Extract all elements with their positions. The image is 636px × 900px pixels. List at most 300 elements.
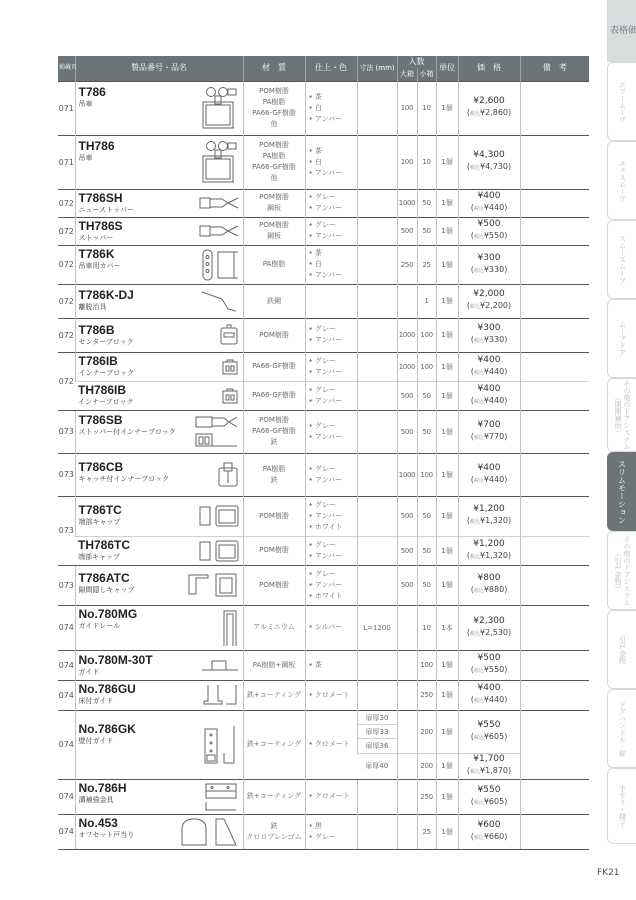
tax-label: 税込 bbox=[473, 834, 484, 841]
qty-small: 10 bbox=[417, 81, 436, 135]
unit-cell: 1個 bbox=[436, 536, 458, 565]
material-item: POM樹脂 bbox=[259, 221, 289, 229]
side-tab-label: スリムモーション bbox=[617, 459, 627, 524]
material-item: 他 bbox=[270, 174, 278, 182]
note-cell bbox=[520, 779, 589, 814]
color-item: • 茶 bbox=[309, 92, 357, 103]
price-tax: ¥4,730 bbox=[480, 162, 508, 171]
end-cap-icon bbox=[198, 539, 240, 563]
header-unit: 単位 bbox=[436, 56, 458, 81]
color-item: • アンバー bbox=[309, 511, 357, 522]
product-cell bbox=[75, 496, 243, 536]
material-cell bbox=[243, 453, 305, 496]
price-cell bbox=[458, 318, 520, 352]
header-material: 材 質 bbox=[243, 56, 305, 81]
tax-label: 税込 bbox=[473, 588, 484, 594]
product-name: 端部キャップ bbox=[78, 552, 120, 561]
tax-label: 税込 bbox=[473, 338, 484, 344]
qty-large: 500 bbox=[397, 565, 417, 605]
side-tab-label: その他のドアシステム（開閉補助） bbox=[614, 380, 631, 450]
side-tab[interactable] bbox=[607, 141, 636, 220]
color-item: • 黒 bbox=[309, 821, 357, 832]
note-cell bbox=[520, 284, 589, 318]
price-cell bbox=[458, 81, 520, 135]
material-item: POM樹脂 bbox=[259, 511, 289, 520]
material-item: クロロプレンゴム bbox=[246, 832, 302, 841]
note-cell bbox=[520, 496, 589, 536]
price-tax-included: (税込¥4,730) bbox=[466, 162, 512, 171]
unit-cell: 1個 bbox=[436, 453, 458, 496]
price-cell bbox=[458, 814, 520, 849]
product-cell bbox=[75, 245, 243, 284]
qty-small: 100 bbox=[417, 352, 436, 381]
material-cell bbox=[243, 245, 305, 284]
product-code: TH786IB bbox=[78, 383, 127, 397]
table-row bbox=[58, 680, 589, 710]
page-ref: 074 bbox=[58, 814, 75, 849]
side-tab[interactable] bbox=[607, 610, 636, 689]
material-cell bbox=[243, 680, 305, 710]
side-tab[interactable] bbox=[607, 62, 636, 141]
price-tax-included: (税込¥660) bbox=[470, 831, 508, 841]
product-name: 溝補強金具 bbox=[78, 795, 114, 804]
table-row bbox=[58, 352, 589, 381]
side-tab[interactable] bbox=[607, 531, 636, 610]
product-cell bbox=[75, 410, 243, 453]
unit-cell: 1個 bbox=[436, 814, 458, 849]
table-header bbox=[58, 56, 589, 68]
color-item: • グレー bbox=[309, 421, 357, 432]
price-tax: ¥440 bbox=[483, 203, 505, 212]
table-row bbox=[58, 710, 589, 753]
price-cell bbox=[458, 284, 520, 318]
product-name: インナーブロック bbox=[78, 369, 135, 377]
product-name: 吊車用カバー bbox=[78, 261, 121, 270]
unit-cell: 1個 bbox=[436, 710, 458, 753]
material-item: 鉄+コーティング bbox=[246, 740, 302, 748]
header-qty-small: 小箱 bbox=[417, 68, 436, 81]
price-tax-included: (税込¥330) bbox=[470, 264, 508, 274]
unit-cell: 1個 bbox=[436, 245, 458, 284]
section-index-tabs bbox=[607, 0, 636, 900]
dimension-cell bbox=[357, 536, 397, 565]
product-cell bbox=[75, 217, 243, 245]
header-product: 製品番号・品名 bbox=[75, 56, 243, 81]
dimension-cell bbox=[357, 565, 397, 605]
unit-cell: 1個 bbox=[436, 496, 458, 536]
note-cell bbox=[520, 605, 589, 650]
color-item: • クロメート bbox=[309, 739, 357, 750]
price: ¥300 bbox=[477, 323, 501, 333]
side-tab-label: ドアハンドル・錠 bbox=[618, 700, 627, 757]
product-code: T786CB bbox=[78, 459, 124, 474]
note-cell bbox=[520, 453, 589, 496]
table-row bbox=[58, 135, 589, 189]
page-ref: 074 bbox=[58, 680, 75, 710]
qty-small: 100 bbox=[417, 453, 436, 496]
qty-small: 100 bbox=[417, 650, 436, 680]
price-cell bbox=[458, 496, 520, 536]
price: ¥2,600 bbox=[473, 96, 505, 106]
qty-small: 50 bbox=[417, 381, 436, 410]
table-row bbox=[58, 779, 589, 814]
note-cell bbox=[520, 81, 589, 135]
price-tax-included: (税込¥1,320) bbox=[466, 550, 512, 560]
color-item: • グレー bbox=[309, 356, 357, 367]
product-code: No.786GK bbox=[78, 721, 136, 736]
qty-small: 50 bbox=[417, 189, 436, 217]
guide-rail-icon bbox=[220, 608, 240, 648]
price-tax-included: (税込¥330) bbox=[470, 335, 508, 344]
price-tax-included: (税込¥2,530) bbox=[466, 627, 512, 637]
door-thickness: 扉厚33 bbox=[358, 725, 397, 739]
color-item: • アンバー bbox=[309, 168, 357, 179]
tax-label: 税込 bbox=[473, 369, 484, 376]
page-ref: 072 bbox=[58, 352, 75, 410]
material-item: 鋼板 bbox=[267, 232, 281, 240]
side-tab-label: スムースムーブ bbox=[618, 235, 627, 284]
price-cell bbox=[458, 381, 520, 410]
price-tax: ¥770 bbox=[483, 431, 505, 441]
guide-icon bbox=[200, 654, 240, 677]
price-tax-included: (税込¥440) bbox=[470, 395, 508, 405]
page-ref: 071 bbox=[58, 135, 75, 189]
door-thickness: 扉厚36 bbox=[365, 741, 389, 750]
unit-cell: 1個 bbox=[436, 284, 458, 318]
product-name: オフセット戸当り bbox=[78, 830, 135, 839]
side-tab-label: エアームーブ bbox=[618, 80, 627, 123]
unit-cell: 1個 bbox=[436, 650, 458, 680]
floor-guide-icon bbox=[202, 683, 240, 707]
product-name: 床付ガイド bbox=[78, 697, 114, 705]
color-item: • 白 bbox=[309, 103, 357, 114]
color-item: • グレー bbox=[309, 192, 357, 203]
price: ¥550 bbox=[477, 719, 501, 730]
material-item: PA66-GF樹脂 bbox=[252, 163, 296, 171]
product-cell bbox=[75, 779, 243, 814]
product-cell bbox=[75, 135, 243, 189]
qty-large: 100 bbox=[397, 135, 417, 189]
price: ¥500 bbox=[477, 653, 501, 663]
price: ¥400 bbox=[477, 191, 501, 201]
product-cell bbox=[75, 352, 243, 381]
qty-large bbox=[397, 284, 417, 318]
header-finish: 仕上・色 bbox=[305, 56, 357, 81]
dimension-cell bbox=[357, 680, 397, 710]
product-cell bbox=[75, 318, 243, 352]
material-item: 鉄 bbox=[270, 438, 278, 446]
price-cell bbox=[458, 245, 520, 284]
tax-label: 税込 bbox=[473, 698, 484, 704]
note-cell bbox=[520, 318, 589, 352]
tax-label: 税込 bbox=[473, 267, 484, 274]
price: ¥400 bbox=[477, 354, 501, 365]
price-cell bbox=[458, 410, 520, 453]
tax-label: 税込 bbox=[469, 553, 480, 560]
page-ref: 072 bbox=[58, 284, 75, 318]
color-item: • 茶 bbox=[309, 660, 357, 671]
finish-color-cell bbox=[305, 565, 357, 605]
side-tab[interactable] bbox=[607, 220, 636, 299]
color-item: • 白 bbox=[309, 157, 357, 168]
product-name: 隙間隠しキャップ bbox=[78, 586, 135, 594]
material-item: PA樹脂 bbox=[262, 98, 286, 106]
tax-label: 税込 bbox=[473, 398, 484, 405]
tax-label: 税込 bbox=[473, 477, 484, 484]
color-item: • アンバー bbox=[309, 432, 357, 443]
finish-color-cell bbox=[305, 135, 357, 189]
color-item: • グレー bbox=[309, 324, 357, 335]
qty-large bbox=[397, 814, 417, 849]
unit-cell: 1個 bbox=[436, 135, 458, 189]
inner-block-icon bbox=[220, 384, 240, 407]
side-tab-label: 手すり・椅子 bbox=[618, 785, 627, 827]
product-code: T786SB bbox=[78, 412, 123, 427]
price-tax-included: (税込¥2,860) bbox=[466, 108, 512, 117]
qty-small: 100 bbox=[417, 318, 436, 352]
finish-color-cell bbox=[305, 217, 357, 245]
dimension-cell bbox=[357, 710, 397, 753]
dimension-cell bbox=[357, 496, 397, 536]
table-row bbox=[58, 650, 589, 680]
material-item: POM樹脂 bbox=[259, 580, 289, 589]
product-code: TH786TC bbox=[78, 537, 131, 552]
unit-cell: 1個 bbox=[436, 680, 458, 710]
price-tax-included: (税込¥440) bbox=[470, 366, 508, 376]
price-tax: ¥880 bbox=[483, 585, 505, 594]
qty-large bbox=[397, 680, 417, 710]
dimension-cell bbox=[357, 814, 397, 849]
unit-cell: 1個 bbox=[436, 381, 458, 410]
header-dimension: 寸法 (mm) bbox=[357, 56, 397, 81]
table-row bbox=[58, 565, 589, 605]
side-tab[interactable] bbox=[607, 0, 636, 62]
material-cell bbox=[243, 565, 305, 605]
product-cell bbox=[75, 189, 243, 217]
product-cell bbox=[75, 710, 243, 779]
header-note: 備 考 bbox=[520, 56, 589, 81]
price-tax: ¥1,320 bbox=[480, 516, 508, 525]
side-tab-label: ムーブドア bbox=[618, 321, 627, 356]
color-item: • グレー bbox=[309, 832, 357, 843]
product-code: No.780MG bbox=[78, 606, 138, 621]
qty-large: 100 bbox=[397, 81, 417, 135]
price-tax: ¥2,860 bbox=[480, 108, 508, 117]
qty-large bbox=[397, 605, 417, 650]
material-cell bbox=[243, 352, 305, 381]
qty-small: 50 bbox=[417, 565, 436, 605]
side-tab[interactable] bbox=[607, 768, 636, 844]
qty-large: 1000 bbox=[397, 352, 417, 381]
qty-large: 250 bbox=[397, 245, 417, 284]
unit-cell: 1個 bbox=[436, 753, 458, 779]
price-tax: ¥440 bbox=[483, 695, 505, 704]
color-item: • アンバー bbox=[309, 551, 357, 562]
price-tax: ¥2,530 bbox=[480, 627, 508, 637]
gap-cap-icon bbox=[186, 572, 240, 598]
material-cell bbox=[243, 536, 305, 565]
material-item: 鉄鋼 bbox=[267, 296, 281, 305]
header-page: 掲載頁 bbox=[58, 56, 75, 81]
side-tab[interactable] bbox=[607, 452, 636, 531]
product-name: センターブロック bbox=[78, 337, 134, 346]
table-row bbox=[58, 536, 589, 565]
material-cell bbox=[243, 710, 305, 779]
color-item: • シルバー bbox=[309, 622, 357, 633]
product-code: No.780M-30T bbox=[78, 652, 153, 667]
dimension-cell bbox=[357, 352, 397, 381]
unit-cell: 1個 bbox=[436, 410, 458, 453]
price: ¥500 bbox=[477, 219, 501, 229]
note-cell bbox=[520, 710, 589, 779]
material-item: 鉄+コーティング bbox=[246, 792, 302, 800]
product-code: T786IB bbox=[78, 354, 118, 368]
side-tab-label: その他のドアシステム（引戸金物） bbox=[614, 535, 631, 606]
qty-large bbox=[397, 650, 417, 680]
color-item: • 茶 bbox=[309, 248, 357, 259]
material-cell bbox=[243, 189, 305, 217]
price-tax-included: (税込¥605) bbox=[470, 731, 508, 741]
product-cell bbox=[75, 81, 243, 135]
qty-large: 500 bbox=[397, 410, 417, 453]
dimension-cell bbox=[357, 753, 397, 779]
price-tax: ¥330 bbox=[483, 264, 505, 274]
qty-large: 500 bbox=[397, 381, 417, 410]
product-code: T786ATC bbox=[78, 571, 130, 585]
color-item: • グレー bbox=[309, 220, 357, 231]
dimension-cell bbox=[357, 217, 397, 245]
price: ¥400 bbox=[477, 383, 501, 394]
qty-large: 500 bbox=[397, 536, 417, 565]
color-item: • グレー bbox=[309, 385, 357, 396]
price: ¥400 bbox=[477, 462, 501, 473]
cover-icon bbox=[200, 248, 240, 282]
qty-large: 1000 bbox=[397, 189, 417, 217]
finish-color-cell bbox=[305, 605, 357, 650]
stopper-icon bbox=[198, 220, 240, 243]
price-tax: ¥550 bbox=[483, 231, 505, 240]
unit-cell: 1個 bbox=[436, 779, 458, 814]
note-cell bbox=[520, 217, 589, 245]
side-tab-label: 引戸金物 bbox=[618, 635, 627, 664]
product-cell bbox=[75, 536, 243, 565]
tax-label: 税込 bbox=[469, 304, 480, 310]
table-row bbox=[58, 814, 589, 849]
stopper-block-icon bbox=[194, 414, 240, 450]
product-code: T786B bbox=[78, 322, 115, 337]
price-table bbox=[58, 56, 589, 850]
product-code: No.453 bbox=[78, 815, 118, 830]
dimension-cell bbox=[357, 410, 397, 453]
dimension-cell bbox=[357, 381, 397, 410]
qty-small: 250 bbox=[417, 680, 436, 710]
note-cell bbox=[520, 565, 589, 605]
page-ref: 074 bbox=[58, 779, 75, 814]
material-item: PA樹脂 bbox=[262, 152, 286, 160]
hanger-roller-icon bbox=[200, 86, 240, 130]
material-item: PA66-GF樹脂 bbox=[252, 427, 296, 435]
unit-cell: 1個 bbox=[436, 189, 458, 217]
price-cell bbox=[458, 135, 520, 189]
qty-small: 25 bbox=[417, 814, 436, 849]
color-item: • グレー bbox=[309, 464, 357, 475]
tax-label: 税込 bbox=[469, 111, 480, 117]
page-ref: 073 bbox=[58, 565, 75, 605]
dimension-cell bbox=[357, 779, 397, 814]
block-icon bbox=[218, 324, 240, 347]
material-item: POM樹脂 bbox=[259, 330, 289, 339]
material-cell bbox=[243, 318, 305, 352]
price-tax: ¥330 bbox=[483, 335, 505, 344]
tax-label: 税込 bbox=[469, 769, 480, 775]
price-tax: ¥1,870 bbox=[480, 766, 508, 775]
price-tax-included: (税込¥550) bbox=[470, 231, 508, 240]
finish-color-cell bbox=[305, 814, 357, 849]
product-cell bbox=[75, 284, 243, 318]
product-cell bbox=[75, 814, 243, 849]
note-cell bbox=[520, 381, 589, 410]
wall-guide-icon bbox=[202, 723, 240, 767]
page-ref: 072 bbox=[58, 245, 75, 284]
price-tax-included: (税込¥1,870) bbox=[466, 766, 512, 775]
page-ref: 074 bbox=[58, 710, 75, 779]
price-tax-included: (税込¥770) bbox=[470, 431, 508, 441]
header-price: 価 格 bbox=[458, 56, 520, 81]
end-cap-icon bbox=[198, 504, 240, 528]
price-cell bbox=[458, 605, 520, 650]
color-item: • アンバー bbox=[309, 231, 357, 242]
product-code: T786SH bbox=[78, 190, 123, 205]
side-tab[interactable] bbox=[607, 689, 636, 768]
price: ¥1,200 bbox=[473, 504, 505, 514]
note-cell bbox=[520, 536, 589, 565]
table-row bbox=[58, 410, 589, 453]
finish-color-cell bbox=[305, 536, 357, 565]
table-row bbox=[58, 605, 589, 650]
note-cell bbox=[520, 245, 589, 284]
price-tax: ¥1,320 bbox=[480, 550, 508, 560]
price-tax-included: (税込¥1,320) bbox=[466, 516, 512, 525]
page-ref: 071 bbox=[58, 81, 75, 135]
dimension-cell bbox=[357, 81, 397, 135]
qty-small: 250 bbox=[417, 779, 436, 814]
material-cell bbox=[243, 284, 305, 318]
tax-label: 税込 bbox=[473, 668, 484, 674]
qty-large: 500 bbox=[397, 217, 417, 245]
qty-small: 10 bbox=[417, 135, 436, 189]
price: ¥1,200 bbox=[473, 538, 505, 549]
qty-large: 1000 bbox=[397, 318, 417, 352]
material-cell bbox=[243, 779, 305, 814]
dimension-cell bbox=[357, 245, 397, 284]
color-item: • グレー bbox=[309, 500, 357, 511]
table-row bbox=[58, 81, 589, 135]
page-ref: 073 bbox=[58, 496, 75, 565]
page-ref: 072 bbox=[58, 318, 75, 352]
color-item: • クロメート bbox=[309, 690, 357, 701]
qty-small: 50 bbox=[417, 536, 436, 565]
product-name: インナーブロック bbox=[78, 398, 134, 406]
side-tab[interactable] bbox=[607, 378, 636, 452]
table-row bbox=[58, 381, 589, 410]
qty-small: 25 bbox=[417, 245, 436, 284]
qty-large bbox=[397, 710, 417, 753]
stopper-icon bbox=[198, 192, 240, 215]
product-cell bbox=[75, 565, 243, 605]
side-tab[interactable] bbox=[607, 299, 636, 378]
qty-large bbox=[397, 779, 417, 814]
price: ¥300 bbox=[477, 252, 501, 263]
